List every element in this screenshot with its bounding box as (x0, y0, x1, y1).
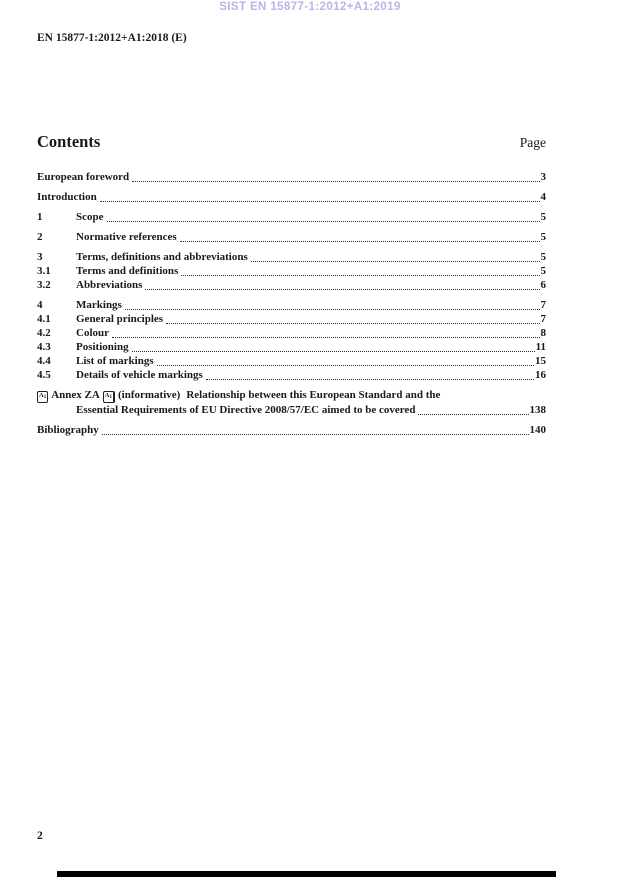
toc-entry-page: 140 (529, 424, 546, 436)
dot-leader (157, 365, 534, 366)
toc-entry-page: 5 (540, 211, 546, 223)
annex-informative: (informative) (118, 389, 181, 401)
toc-row-list-of-markings[interactable] (37, 354, 546, 368)
toc-entry-number: 4.5 (37, 369, 51, 381)
toc-row-annex-za-continued[interactable] (37, 403, 546, 417)
toc-row-terms-and-definitions[interactable] (37, 264, 546, 278)
toc-row-markings[interactable] (37, 298, 546, 312)
toc-entry-number: 4.4 (37, 355, 51, 367)
toc-entry-number: 4.2 (37, 327, 51, 339)
toc-entry-title: Markings (76, 299, 122, 311)
toc-entry-page: 5 (540, 251, 546, 263)
toc-row-abbreviations[interactable] (37, 278, 546, 292)
toc-entry-page: 11 (535, 341, 546, 353)
annex-line (37, 389, 440, 401)
toc-entry-title: General principles (76, 313, 164, 325)
toc-entry-title: Details of vehicle markings (76, 369, 203, 381)
toc-row-european-foreword[interactable] (37, 170, 546, 184)
indent-spacer (37, 403, 76, 417)
toc-row-details-of-vehicle-markings[interactable] (37, 368, 546, 382)
table-of-contents (37, 170, 546, 437)
dot-leader (180, 241, 540, 242)
toc-row-scope[interactable] (37, 210, 546, 224)
toc-entry-number: 3.1 (37, 265, 51, 277)
toc-entry-page: 5 (540, 231, 546, 243)
toc-entry-page: 8 (540, 327, 546, 339)
sist-watermark: SIST EN 15877-1:2012+A1:2019 (219, 1, 401, 13)
toc-entry-title: Terms and definitions (76, 265, 179, 277)
toc-row-general-principles[interactable] (37, 312, 546, 326)
toc-row-bibliography[interactable] (37, 423, 546, 437)
toc-entry-number: 1 (37, 211, 43, 223)
toc-entry-page: 7 (540, 299, 546, 311)
contents-title: Contents (37, 132, 101, 151)
toc-entry-title: Terms, definitions and abbreviations (76, 251, 248, 263)
toc-entry-number: 2 (37, 231, 43, 243)
document-reference: EN 15877-1:2012+A1:2018 (E) (37, 32, 187, 44)
toc-entry-number: 3 (37, 251, 43, 263)
dot-leader (166, 323, 539, 324)
toc-entry-page: 16 (535, 369, 546, 381)
toc-entry-page: 6 (540, 279, 546, 291)
toc-row-normative-references[interactable] (37, 230, 546, 244)
toc-row-terms-definitions-abbreviations[interactable] (37, 250, 546, 264)
page-column-label: Page (519, 135, 546, 150)
toc-entry-page: 3 (540, 171, 546, 183)
toc-entry-page: 15 (535, 355, 546, 367)
dot-leader (206, 379, 534, 380)
page-number: 2 (37, 830, 43, 842)
toc-entry-title: List of markings (76, 355, 154, 367)
dot-leader (112, 337, 540, 338)
toc-entry-page: 7 (540, 313, 546, 325)
dot-leader (125, 309, 540, 310)
toc-entry-number: 4.3 (37, 341, 51, 353)
dot-leader (181, 275, 539, 276)
toc-row-introduction[interactable] (37, 190, 546, 204)
toc-entry-page: 138 (529, 404, 546, 416)
toc-entry-title: Introduction (37, 191, 97, 203)
toc-entry-number: 3.2 (37, 279, 51, 291)
annex-label: Annex ZA (51, 389, 100, 401)
dot-leader (132, 181, 539, 182)
dot-leader (102, 434, 529, 435)
toc-entry-title: European foreword (37, 171, 130, 183)
dot-leader (251, 261, 540, 262)
dot-leader (100, 201, 540, 202)
dot-leader (107, 221, 540, 222)
scan-artifact-bar (57, 871, 556, 877)
toc-entry-title: Bibliography (37, 424, 99, 436)
dot-leader (418, 414, 528, 415)
toc-entry-page: 5 (540, 265, 546, 277)
annex-text-line2: Essential Requirements of EU Directive 2008/57/EC aimed to be covered (76, 404, 416, 416)
toc-entry-title: Colour (76, 327, 109, 339)
amendment-a1-start-icon: $A_1$ (37, 391, 48, 403)
toc-entry-number: 4 (37, 299, 43, 311)
toc-entry-title: Positioning (76, 341, 129, 353)
toc-entry-title: Scope (76, 211, 104, 223)
toc-entry-number: 4.1 (37, 313, 51, 325)
dot-leader (132, 351, 535, 352)
toc-entry-title: Normative references (76, 231, 177, 243)
dot-leader (145, 289, 539, 290)
annex-text-line1: Relationship between this European Standard and the (186, 389, 441, 401)
toc-row-colour[interactable] (37, 326, 546, 340)
contents-header (37, 132, 546, 152)
amendment-a1-end-icon: $A_1$ (103, 391, 115, 403)
toc-entry-page: 4 (540, 191, 546, 203)
toc-entry-title: Abbreviations (76, 279, 143, 291)
toc-row-positioning[interactable] (37, 340, 546, 354)
toc-row-annex-za[interactable] (37, 388, 546, 403)
